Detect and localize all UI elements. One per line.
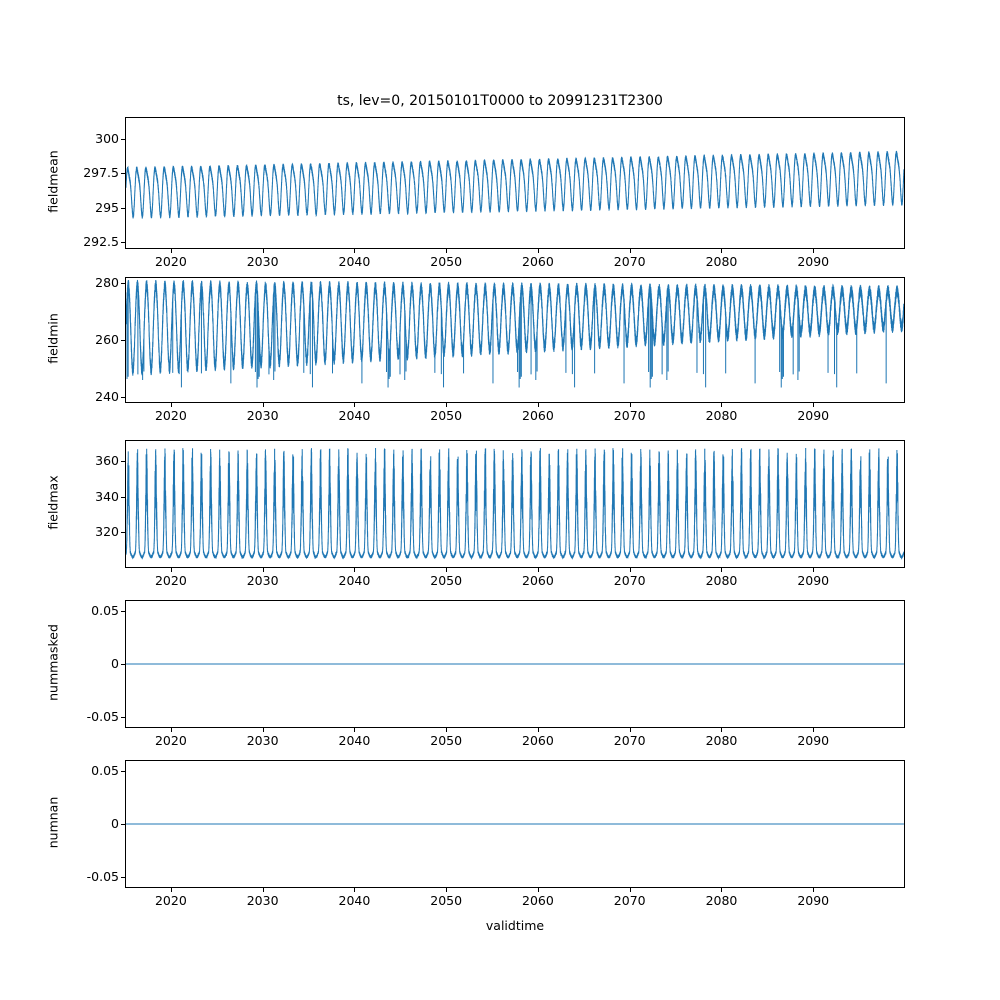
x-tick-mark xyxy=(354,568,355,572)
x-tick-mark xyxy=(630,888,631,892)
x-tick-mark xyxy=(630,403,631,407)
x-tick-mark xyxy=(813,728,814,732)
x-tick-label: 2020 xyxy=(154,573,187,588)
panel-fieldmean xyxy=(125,117,905,249)
x-tick-mark xyxy=(263,888,264,892)
panel-nummasked xyxy=(125,600,905,728)
x-tick-label: 2070 xyxy=(613,254,646,269)
plot-area-fieldmean xyxy=(125,117,905,249)
chart-title: ts, lev=0, 20150101T0000 to 20991231T2300 xyxy=(337,93,663,109)
panel-fieldmax xyxy=(125,440,905,568)
x-tick-label: 2050 xyxy=(430,733,463,748)
x-tick-mark xyxy=(721,568,722,572)
y-tick-label: 360 xyxy=(95,453,119,469)
plot-area-fieldmax xyxy=(125,440,905,568)
x-tick-mark xyxy=(263,728,264,732)
y-tick-label: -0.05 xyxy=(86,869,119,885)
y-tick-label: 280 xyxy=(95,274,119,290)
y-tick-mark xyxy=(121,208,125,209)
x-tick-mark xyxy=(446,568,447,572)
x-tick-mark xyxy=(263,568,264,572)
x-tick-label: 2050 xyxy=(430,893,463,908)
x-tick-mark xyxy=(813,403,814,407)
x-tick-label: 2040 xyxy=(338,408,371,423)
x-tick-label: 2080 xyxy=(705,573,738,588)
x-tick-label: 2040 xyxy=(338,573,371,588)
x-tick-label: 2090 xyxy=(797,893,830,908)
panel-numnan xyxy=(125,760,905,888)
x-tick-label: 2070 xyxy=(613,893,646,908)
x-tick-label: 2030 xyxy=(246,254,279,269)
y-tick-label: 240 xyxy=(95,389,119,405)
x-tick-label: 2040 xyxy=(338,733,371,748)
y-tick-mark xyxy=(121,717,125,718)
y-tick-label: 0.05 xyxy=(91,602,119,618)
x-tick-mark xyxy=(263,249,264,253)
y-tick-mark xyxy=(121,532,125,533)
y-axis-label-fieldmin: fieldmin xyxy=(45,313,61,364)
x-tick-label: 2060 xyxy=(522,893,554,908)
y-tick-label: 297.5 xyxy=(83,165,119,181)
x-tick-mark xyxy=(630,249,631,253)
series-numnan xyxy=(126,761,904,887)
x-tick-label: 2030 xyxy=(246,733,279,748)
x-tick-label: 2020 xyxy=(154,254,187,269)
y-tick-mark xyxy=(121,771,125,772)
x-tick-label: 2030 xyxy=(246,573,279,588)
y-tick-mark xyxy=(121,461,125,462)
y-tick-label: 0 xyxy=(111,816,119,831)
x-tick-mark xyxy=(446,888,447,892)
y-axis-label-numnan: numnan xyxy=(45,796,61,849)
y-axis-label-fieldmean: fieldmean xyxy=(45,150,61,213)
y-tick-mark xyxy=(121,340,125,341)
x-tick-label: 2050 xyxy=(430,408,463,423)
x-tick-mark xyxy=(354,249,355,253)
y-axis-label-fieldmax: fieldmax xyxy=(45,475,61,530)
y-tick-label: 0.05 xyxy=(91,762,119,778)
x-tick-label: 2060 xyxy=(522,733,554,748)
series-fieldmean xyxy=(126,118,904,248)
x-tick-label: 2050 xyxy=(430,254,463,269)
x-tick-mark xyxy=(538,728,539,732)
x-tick-mark xyxy=(630,568,631,572)
y-tick-label: 295 xyxy=(95,199,119,215)
series-fieldmin xyxy=(126,278,904,402)
y-axis-label-nummasked: nummasked xyxy=(45,624,61,701)
plot-area-numnan xyxy=(125,760,905,888)
x-tick-label: 2090 xyxy=(797,573,830,588)
plot-area-nummasked xyxy=(125,600,905,728)
x-tick-mark xyxy=(354,403,355,407)
x-tick-label: 2080 xyxy=(705,733,738,748)
x-tick-mark xyxy=(538,888,539,892)
y-tick-label: -0.05 xyxy=(86,709,119,725)
x-tick-label: 2080 xyxy=(705,893,738,908)
x-tick-mark xyxy=(813,568,814,572)
x-tick-mark xyxy=(171,728,172,732)
x-tick-mark xyxy=(171,568,172,572)
x-tick-mark xyxy=(538,249,539,253)
y-tick-mark xyxy=(121,611,125,612)
y-tick-label: 260 xyxy=(95,332,119,347)
x-tick-label: 2030 xyxy=(246,408,279,423)
x-tick-label: 2020 xyxy=(154,408,187,423)
x-tick-label: 2090 xyxy=(797,733,830,748)
x-tick-mark xyxy=(813,249,814,253)
x-tick-label: 2060 xyxy=(522,254,554,269)
x-axis-label: validtime xyxy=(485,918,545,933)
y-tick-label: 0 xyxy=(111,656,119,671)
x-tick-mark xyxy=(171,888,172,892)
x-tick-mark xyxy=(263,403,264,407)
y-tick-mark xyxy=(121,283,125,284)
x-tick-label: 2050 xyxy=(430,573,463,588)
x-tick-label: 2090 xyxy=(797,254,830,269)
y-tick-label: 292.5 xyxy=(83,234,119,250)
x-tick-label: 2060 xyxy=(522,408,554,423)
x-tick-label: 2070 xyxy=(613,573,646,588)
x-tick-mark xyxy=(446,403,447,407)
x-tick-mark xyxy=(538,403,539,407)
x-tick-mark xyxy=(446,728,447,732)
y-tick-mark xyxy=(121,824,125,825)
y-tick-label: 340 xyxy=(95,488,119,504)
x-tick-label: 2040 xyxy=(338,893,371,908)
x-tick-label: 2080 xyxy=(705,254,738,269)
x-tick-mark xyxy=(171,403,172,407)
x-tick-mark xyxy=(721,728,722,732)
y-tick-mark xyxy=(121,173,125,174)
x-tick-mark xyxy=(354,888,355,892)
x-tick-mark xyxy=(721,403,722,407)
y-tick-label: 300 xyxy=(95,131,119,146)
x-tick-label: 2060 xyxy=(522,573,554,588)
y-tick-mark xyxy=(121,397,125,398)
plot-area-fieldmin xyxy=(125,277,905,403)
series-nummasked xyxy=(126,601,904,727)
x-tick-label: 2070 xyxy=(613,408,646,423)
panel-fieldmin xyxy=(125,277,905,403)
x-tick-mark xyxy=(171,249,172,253)
x-tick-mark xyxy=(721,888,722,892)
x-tick-mark xyxy=(721,249,722,253)
y-tick-mark xyxy=(121,242,125,243)
y-tick-mark xyxy=(121,877,125,878)
series-fieldmax xyxy=(126,441,904,567)
y-tick-label: 320 xyxy=(95,524,119,540)
x-tick-mark xyxy=(354,728,355,732)
x-tick-mark xyxy=(538,568,539,572)
y-tick-mark xyxy=(121,139,125,140)
x-tick-label: 2020 xyxy=(154,733,187,748)
x-tick-mark xyxy=(446,249,447,253)
x-tick-mark xyxy=(630,728,631,732)
x-tick-label: 2090 xyxy=(797,408,830,423)
y-tick-mark xyxy=(121,497,125,498)
x-tick-mark xyxy=(813,888,814,892)
x-tick-label: 2030 xyxy=(246,893,279,908)
x-tick-label: 2020 xyxy=(154,893,187,908)
x-tick-label: 2040 xyxy=(338,254,371,269)
x-tick-label: 2070 xyxy=(613,733,646,748)
y-tick-mark xyxy=(121,664,125,665)
x-tick-label: 2080 xyxy=(705,408,738,423)
